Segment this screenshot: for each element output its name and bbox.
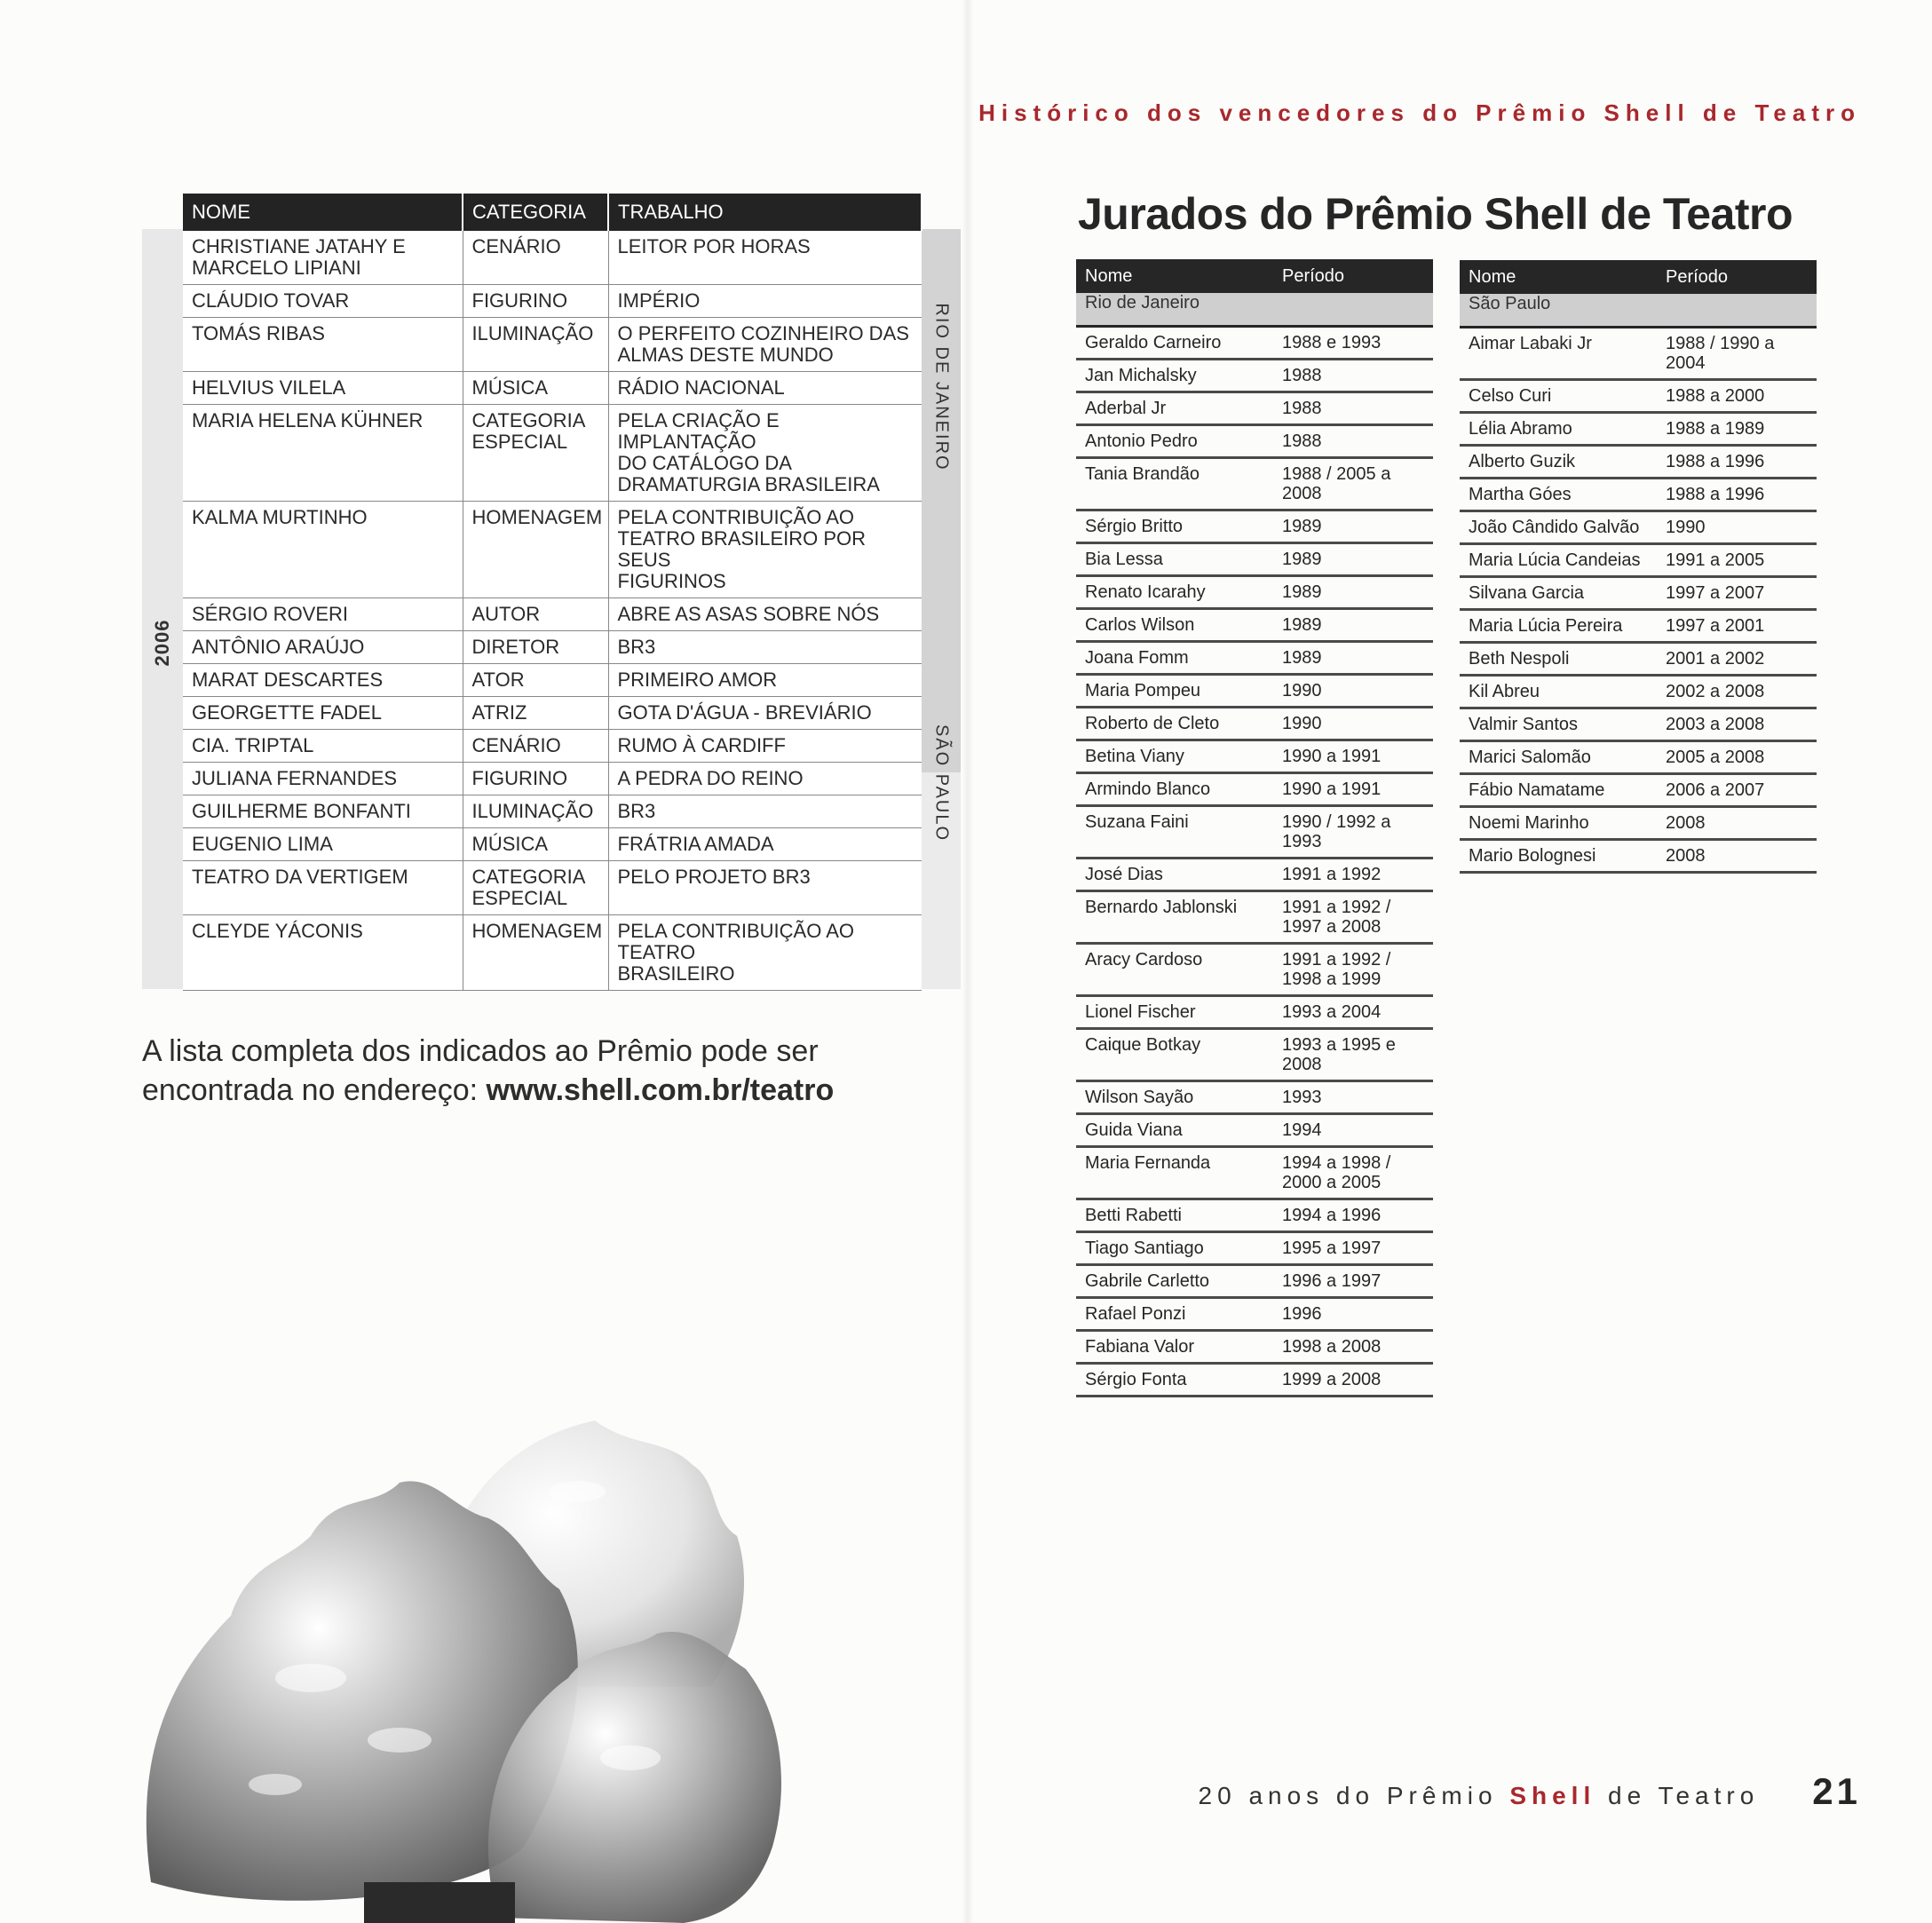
winner-name-text: GUILHERME BONFANTI bbox=[192, 800, 411, 822]
juror-period: 1989 bbox=[1273, 642, 1433, 675]
winner-work-text: LEITOR POR HORAS bbox=[617, 235, 811, 257]
winner-work-text: BR3 bbox=[617, 636, 656, 658]
juror-period: 1999 a 2008 bbox=[1273, 1364, 1433, 1397]
winner-name bbox=[183, 861, 463, 915]
juror-period: 2002 a 2008 bbox=[1657, 676, 1817, 708]
winners-row bbox=[183, 664, 922, 697]
juror-row bbox=[1460, 328, 1817, 380]
winner-name bbox=[183, 502, 463, 598]
juror-row bbox=[1460, 610, 1817, 643]
footer-text bbox=[1199, 1782, 1760, 1810]
winner-name-text: CLÁUDIO TOVAR bbox=[192, 289, 350, 312]
winners-row bbox=[183, 502, 922, 598]
juror-period: 1991 a 1992 / 1997 a 2008 bbox=[1273, 891, 1433, 944]
juror-name: Renato Icarahy bbox=[1076, 576, 1273, 609]
winner-work-text: BR3 bbox=[617, 800, 656, 822]
juror-row bbox=[1460, 544, 1817, 577]
juror-row bbox=[1460, 380, 1817, 413]
winner-category bbox=[463, 828, 608, 861]
juror-period: 1993 a 1995 e 2008 bbox=[1273, 1029, 1433, 1081]
jurors-rio-region-row bbox=[1076, 293, 1433, 327]
juror-row bbox=[1460, 511, 1817, 544]
winner-category bbox=[463, 697, 608, 730]
winner-category bbox=[463, 730, 608, 763]
winner-name-text: CHRISTIANE JATAHY E MARCELO LIPIANI bbox=[192, 235, 406, 279]
juror-period: 1988 bbox=[1273, 392, 1433, 425]
juror-row bbox=[1460, 446, 1817, 479]
winner-name bbox=[183, 598, 463, 631]
winner-category-text: HOMENAGEM bbox=[471, 506, 603, 528]
juror-name: Sérgio Fonta bbox=[1076, 1364, 1273, 1397]
jurors-sp-column-nome: Nome bbox=[1460, 260, 1657, 294]
juror-period: 1990 / 1992 a 1993 bbox=[1273, 806, 1433, 859]
winner-name-text: GEORGETTE FADEL bbox=[192, 701, 382, 724]
juror-name: Caique Botkay bbox=[1076, 1029, 1273, 1081]
nominees-url[interactable]: www.shell.com.br/teatro bbox=[486, 1073, 835, 1107]
winner-category-text: MÚSICA bbox=[471, 376, 549, 399]
winner-category bbox=[463, 664, 608, 697]
juror-name: Maria Lúcia Pereira bbox=[1460, 610, 1657, 643]
winner-work bbox=[608, 795, 922, 828]
winner-category-text: ATOR bbox=[471, 669, 525, 691]
juror-period: 1988 e 1993 bbox=[1273, 327, 1433, 360]
juror-row bbox=[1460, 676, 1817, 708]
juror-name: Jan Michalsky bbox=[1076, 360, 1273, 392]
winner-name bbox=[183, 372, 463, 405]
juror-row bbox=[1076, 740, 1433, 773]
juror-row bbox=[1460, 807, 1817, 840]
jurors-rio-header-row bbox=[1076, 259, 1433, 293]
winner-work bbox=[608, 664, 922, 697]
winner-work bbox=[608, 318, 922, 372]
juror-name: Tania Brandão bbox=[1076, 458, 1273, 510]
winner-category bbox=[463, 598, 608, 631]
winner-work bbox=[608, 285, 922, 318]
juror-row bbox=[1076, 543, 1433, 576]
winners-row bbox=[183, 861, 922, 915]
winner-category bbox=[463, 631, 608, 664]
winner-name bbox=[183, 795, 463, 828]
winners-table bbox=[183, 194, 922, 991]
winner-category-text: ATRIZ bbox=[471, 701, 527, 724]
juror-row bbox=[1076, 392, 1433, 425]
winners-row bbox=[183, 318, 922, 372]
juror-row bbox=[1076, 1331, 1433, 1364]
juror-period: 1989 bbox=[1273, 543, 1433, 576]
winner-name bbox=[183, 405, 463, 502]
winner-category bbox=[463, 231, 608, 285]
winner-work bbox=[608, 697, 922, 730]
winner-work bbox=[608, 631, 922, 664]
juror-period: 1990 a 1991 bbox=[1273, 773, 1433, 806]
winners-row bbox=[183, 285, 922, 318]
winner-work bbox=[608, 730, 922, 763]
winner-work-text: PELO PROJETO BR3 bbox=[617, 866, 811, 888]
juror-row bbox=[1076, 642, 1433, 675]
winner-work-text: A PEDRA DO REINO bbox=[617, 767, 804, 789]
winner-name bbox=[183, 763, 463, 795]
column-header-nome: NOME bbox=[183, 194, 463, 231]
trophy-illustration bbox=[133, 1385, 808, 1923]
juror-name: Kil Abreu bbox=[1460, 676, 1657, 708]
juror-row bbox=[1076, 576, 1433, 609]
juror-name: Fabiana Valor bbox=[1076, 1331, 1273, 1364]
juror-name: Betina Viany bbox=[1076, 740, 1273, 773]
winner-category-text: CENÁRIO bbox=[471, 235, 561, 257]
winners-row bbox=[183, 598, 922, 631]
winners-row bbox=[183, 828, 922, 861]
page-footer bbox=[1199, 1770, 1861, 1813]
juror-name: Noemi Marinho bbox=[1460, 807, 1657, 840]
juror-name: João Cândido Galvão bbox=[1460, 511, 1657, 544]
winner-category bbox=[463, 763, 608, 795]
juror-period: 1996 a 1997 bbox=[1273, 1265, 1433, 1298]
winner-work bbox=[608, 915, 922, 991]
winner-name bbox=[183, 730, 463, 763]
jurors-sp-body bbox=[1460, 328, 1817, 873]
juror-row bbox=[1076, 859, 1433, 891]
winner-name-text: CIA. TRIPTAL bbox=[192, 734, 314, 756]
winner-category-text: FIGURINO bbox=[471, 289, 568, 312]
juror-row bbox=[1460, 708, 1817, 741]
juror-row bbox=[1460, 479, 1817, 511]
page-fold bbox=[962, 0, 974, 1923]
jurors-sp-column-periodo: Período bbox=[1657, 260, 1817, 294]
juror-name: Lionel Fischer bbox=[1076, 996, 1273, 1029]
jurors-rio-column-periodo: Período bbox=[1273, 259, 1433, 293]
juror-name: Bernardo Jablonski bbox=[1076, 891, 1273, 944]
juror-period: 1990 a 1991 bbox=[1273, 740, 1433, 773]
juror-row bbox=[1076, 360, 1433, 392]
juror-period: 2005 a 2008 bbox=[1657, 741, 1817, 774]
winners-section bbox=[142, 194, 961, 989]
juror-period: 1994 a 1996 bbox=[1273, 1199, 1433, 1232]
winners-row bbox=[183, 697, 922, 730]
juror-period: 1988 bbox=[1273, 360, 1433, 392]
juror-name: Aderbal Jr bbox=[1076, 392, 1273, 425]
juror-period: 1988 / 1990 a 2004 bbox=[1657, 328, 1817, 380]
winner-category bbox=[463, 285, 608, 318]
juror-period: 2006 a 2007 bbox=[1657, 774, 1817, 807]
winner-work bbox=[608, 372, 922, 405]
juror-period: 1990 bbox=[1657, 511, 1817, 544]
juror-period: 1988 a 2000 bbox=[1657, 380, 1817, 413]
winner-name bbox=[183, 231, 463, 285]
juror-name: Armindo Blanco bbox=[1076, 773, 1273, 806]
column-header-categoria: CATEGORIA bbox=[463, 194, 608, 231]
juror-row bbox=[1076, 1147, 1433, 1199]
juror-period: 1994 a 1998 / 2000 a 2005 bbox=[1273, 1147, 1433, 1199]
juror-name: Sérgio Britto bbox=[1076, 510, 1273, 543]
juror-name: Suzana Faini bbox=[1076, 806, 1273, 859]
winner-name bbox=[183, 828, 463, 861]
trophy-base bbox=[364, 1882, 515, 1923]
winner-work-text: RUMO À CARDIFF bbox=[617, 734, 786, 756]
juror-row bbox=[1076, 806, 1433, 859]
juror-period: 1996 bbox=[1273, 1298, 1433, 1331]
juror-row bbox=[1076, 609, 1433, 642]
juror-row bbox=[1076, 327, 1433, 360]
winners-row bbox=[183, 763, 922, 795]
jurors-rio-column-nome: Nome bbox=[1076, 259, 1273, 293]
juror-period: 1991 a 1992 / 1998 a 1999 bbox=[1273, 944, 1433, 996]
jurors-table-rio bbox=[1076, 259, 1433, 1397]
winner-name-text: HELVIUS VILELA bbox=[192, 376, 346, 399]
juror-name: José Dias bbox=[1076, 859, 1273, 891]
winner-work-text: GOTA D'ÁGUA - BREVIÁRIO bbox=[617, 701, 872, 724]
winners-row bbox=[183, 372, 922, 405]
page-header-title: Histórico dos vencedores do Prêmio Shell de Teatro bbox=[978, 99, 1861, 126]
year-label: 2006 bbox=[151, 619, 173, 667]
juror-row bbox=[1076, 708, 1433, 740]
winner-work-text: PELA CRIAÇÃO E IMPLANTAÇÃO DO CATÁLOGO DA DRAMATURGIA BRASILEIRA bbox=[617, 409, 880, 495]
winner-name-text: SÉRGIO ROVERI bbox=[192, 603, 349, 625]
winner-name-text: MARAT DESCARTES bbox=[192, 669, 384, 691]
juror-name: Rafael Ponzi bbox=[1076, 1298, 1273, 1331]
winner-work bbox=[608, 405, 922, 502]
winner-category bbox=[463, 861, 608, 915]
winner-name bbox=[183, 915, 463, 991]
juror-row bbox=[1076, 1364, 1433, 1397]
juror-name: Mario Bolognesi bbox=[1460, 840, 1657, 873]
juror-name: Maria Fernanda bbox=[1076, 1147, 1273, 1199]
footer-suffix: de Teatro bbox=[1595, 1782, 1760, 1809]
footer-prefix: 20 anos do Prêmio bbox=[1198, 1782, 1510, 1809]
juror-row bbox=[1076, 1298, 1433, 1331]
nominees-note bbox=[142, 1032, 959, 1110]
winner-category-text: FIGURINO bbox=[471, 767, 568, 789]
juror-row bbox=[1460, 774, 1817, 807]
juror-row bbox=[1460, 643, 1817, 676]
juror-period: 1995 a 1997 bbox=[1273, 1232, 1433, 1265]
juror-period: 2008 bbox=[1657, 840, 1817, 873]
juror-name: Celso Curi bbox=[1460, 380, 1657, 413]
winner-name bbox=[183, 285, 463, 318]
winners-row bbox=[183, 405, 922, 502]
winner-name bbox=[183, 697, 463, 730]
region-label-rio: RIO DE JANEIRO bbox=[931, 303, 952, 471]
juror-period: 1988 / 2005 a 2008 bbox=[1273, 458, 1433, 510]
juror-period: 1991 a 2005 bbox=[1657, 544, 1817, 577]
juror-name: Aimar Labaki Jr bbox=[1460, 328, 1657, 380]
juror-row bbox=[1076, 996, 1433, 1029]
winner-name bbox=[183, 664, 463, 697]
jurors-title: Jurados do Prêmio Shell de Teatro bbox=[1078, 189, 1793, 239]
juror-period: 2001 a 2002 bbox=[1657, 643, 1817, 676]
juror-period: 1998 a 2008 bbox=[1273, 1331, 1433, 1364]
winners-row bbox=[183, 730, 922, 763]
juror-name: Lélia Abramo bbox=[1460, 413, 1657, 446]
winner-work-text: IMPÉRIO bbox=[617, 289, 701, 312]
winner-name-text: TEATRO DA VERTIGEM bbox=[192, 866, 408, 888]
juror-row bbox=[1076, 1114, 1433, 1147]
winner-category bbox=[463, 915, 608, 991]
jurors-table-sp bbox=[1460, 260, 1817, 874]
winner-category-text: CATEGORIA ESPECIAL bbox=[471, 409, 586, 453]
juror-name: Joana Fomm bbox=[1076, 642, 1273, 675]
juror-name: Tiago Santiago bbox=[1076, 1232, 1273, 1265]
winner-category-text: AUTOR bbox=[471, 603, 541, 625]
winner-name-text: TOMÁS RIBAS bbox=[192, 322, 325, 344]
juror-name: Wilson Sayão bbox=[1076, 1081, 1273, 1114]
juror-row bbox=[1076, 675, 1433, 708]
juror-period: 1990 bbox=[1273, 708, 1433, 740]
juror-row bbox=[1460, 413, 1817, 446]
juror-name: Beth Nespoli bbox=[1460, 643, 1657, 676]
winners-row bbox=[183, 795, 922, 828]
winner-work-text: PELA CONTRIBUIÇÃO AO TEATRO BRASILEIRO bbox=[617, 920, 855, 985]
juror-name: Roberto de Cleto bbox=[1076, 708, 1273, 740]
winner-name-text: ANTÔNIO ARAÚJO bbox=[192, 636, 365, 658]
winner-category bbox=[463, 372, 608, 405]
juror-period: 1993 bbox=[1273, 1081, 1433, 1114]
juror-period: 1991 a 1992 bbox=[1273, 859, 1433, 891]
juror-name: Gabrile Carletto bbox=[1076, 1265, 1273, 1298]
jurors-sp-region-row bbox=[1460, 294, 1817, 328]
juror-row bbox=[1076, 773, 1433, 806]
juror-name: Fábio Namatame bbox=[1460, 774, 1657, 807]
juror-period: 1993 a 2004 bbox=[1273, 996, 1433, 1029]
winner-work bbox=[608, 598, 922, 631]
juror-row bbox=[1076, 510, 1433, 543]
winner-category-text: HOMENAGEM bbox=[471, 920, 603, 942]
winner-category bbox=[463, 502, 608, 598]
juror-name: Valmir Santos bbox=[1460, 708, 1657, 741]
winner-category-text: CATEGORIA ESPECIAL bbox=[471, 866, 586, 909]
winners-table-body bbox=[183, 231, 922, 991]
juror-name: Bia Lessa bbox=[1076, 543, 1273, 576]
nominees-note-text: A lista completa dos indicados ao Prêmio pode ser encontrada no endereço: bbox=[142, 1034, 819, 1107]
winner-work bbox=[608, 861, 922, 915]
winner-work bbox=[608, 763, 922, 795]
juror-row bbox=[1076, 1029, 1433, 1081]
winner-name-text: KALMA MURTINHO bbox=[192, 506, 368, 528]
jurors-rio-region-label: Rio de Janeiro bbox=[1076, 293, 1433, 327]
juror-period: 1988 a 1989 bbox=[1657, 413, 1817, 446]
winner-work-text: PELA CONTRIBUIÇÃO AO TEATRO BRASILEIRO POR SEUS FIGURINOS bbox=[617, 506, 867, 592]
winner-category-text: ILUMINAÇÃO bbox=[471, 800, 594, 822]
juror-period: 1990 bbox=[1273, 675, 1433, 708]
juror-name: Marici Salomão bbox=[1460, 741, 1657, 774]
juror-row bbox=[1076, 944, 1433, 996]
winner-name-text: MARIA HELENA KÜHNER bbox=[192, 409, 424, 431]
juror-name: Antonio Pedro bbox=[1076, 425, 1273, 458]
juror-period: 1988 bbox=[1273, 425, 1433, 458]
juror-name: Geraldo Carneiro bbox=[1076, 327, 1273, 360]
winner-work bbox=[608, 828, 922, 861]
winner-work bbox=[608, 502, 922, 598]
juror-period: 1989 bbox=[1273, 510, 1433, 543]
winners-row bbox=[183, 231, 922, 285]
winner-work-text: O PERFEITO COZINHEIRO DAS ALMAS DESTE MUNDO bbox=[617, 322, 909, 366]
juror-period: 1989 bbox=[1273, 576, 1433, 609]
juror-row bbox=[1460, 840, 1817, 873]
juror-name: Maria Lúcia Candeias bbox=[1460, 544, 1657, 577]
juror-row bbox=[1076, 425, 1433, 458]
winner-work-text: PRIMEIRO AMOR bbox=[617, 669, 778, 691]
juror-name: Martha Góes bbox=[1460, 479, 1657, 511]
juror-row bbox=[1076, 1265, 1433, 1298]
jurors-rio-body bbox=[1076, 327, 1433, 1397]
page-number: 21 bbox=[1812, 1770, 1861, 1812]
column-header-trabalho: TRABALHO bbox=[608, 194, 922, 231]
juror-row bbox=[1076, 1232, 1433, 1265]
winner-name-text: CLEYDE YÁCONIS bbox=[192, 920, 363, 942]
winner-work-text: ABRE AS ASAS SOBRE NÓS bbox=[617, 603, 880, 625]
jurors-sp-region-label: São Paulo bbox=[1460, 294, 1817, 328]
juror-name: Alberto Guzik bbox=[1460, 446, 1657, 479]
juror-row bbox=[1076, 1081, 1433, 1114]
winner-name bbox=[183, 318, 463, 372]
juror-name: Guida Viana bbox=[1076, 1114, 1273, 1147]
juror-period: 1994 bbox=[1273, 1114, 1433, 1147]
juror-period: 2008 bbox=[1657, 807, 1817, 840]
juror-name: Aracy Cardoso bbox=[1076, 944, 1273, 996]
juror-period: 1997 a 2001 bbox=[1657, 610, 1817, 643]
juror-period: 1988 a 1996 bbox=[1657, 479, 1817, 511]
winner-work bbox=[608, 231, 922, 285]
juror-period: 1989 bbox=[1273, 609, 1433, 642]
winner-category bbox=[463, 405, 608, 502]
jurors-sp-header-row bbox=[1460, 260, 1817, 294]
winner-name-text: JULIANA FERNANDES bbox=[192, 767, 398, 789]
footer-brand: Shell bbox=[1509, 1782, 1596, 1809]
winner-category-text: CENÁRIO bbox=[471, 734, 561, 756]
juror-row bbox=[1076, 458, 1433, 510]
juror-row bbox=[1460, 577, 1817, 610]
juror-period: 2003 a 2008 bbox=[1657, 708, 1817, 741]
winner-work-text: RÁDIO NACIONAL bbox=[617, 376, 785, 399]
juror-name: Carlos Wilson bbox=[1076, 609, 1273, 642]
winner-category-text: DIRETOR bbox=[471, 636, 560, 658]
juror-row bbox=[1460, 741, 1817, 774]
juror-row bbox=[1076, 1199, 1433, 1232]
winner-work-text: FRÁTRIA AMADA bbox=[617, 833, 774, 855]
winner-category bbox=[463, 318, 608, 372]
juror-name: Silvana Garcia bbox=[1460, 577, 1657, 610]
region-label-sp: SÃO PAULO bbox=[931, 724, 952, 843]
juror-period: 1988 a 1996 bbox=[1657, 446, 1817, 479]
winners-header-row bbox=[183, 194, 922, 231]
juror-period: 1997 a 2007 bbox=[1657, 577, 1817, 610]
winners-row bbox=[183, 631, 922, 664]
juror-name: Maria Pompeu bbox=[1076, 675, 1273, 708]
juror-name: Betti Rabetti bbox=[1076, 1199, 1273, 1232]
winner-category bbox=[463, 795, 608, 828]
year-band bbox=[142, 229, 183, 989]
winner-name-text: EUGENIO LIMA bbox=[192, 833, 333, 855]
winners-row bbox=[183, 915, 922, 991]
winner-name bbox=[183, 631, 463, 664]
juror-row bbox=[1076, 891, 1433, 944]
winner-category-text: MÚSICA bbox=[471, 833, 549, 855]
winner-category-text: ILUMINAÇÃO bbox=[471, 322, 594, 344]
